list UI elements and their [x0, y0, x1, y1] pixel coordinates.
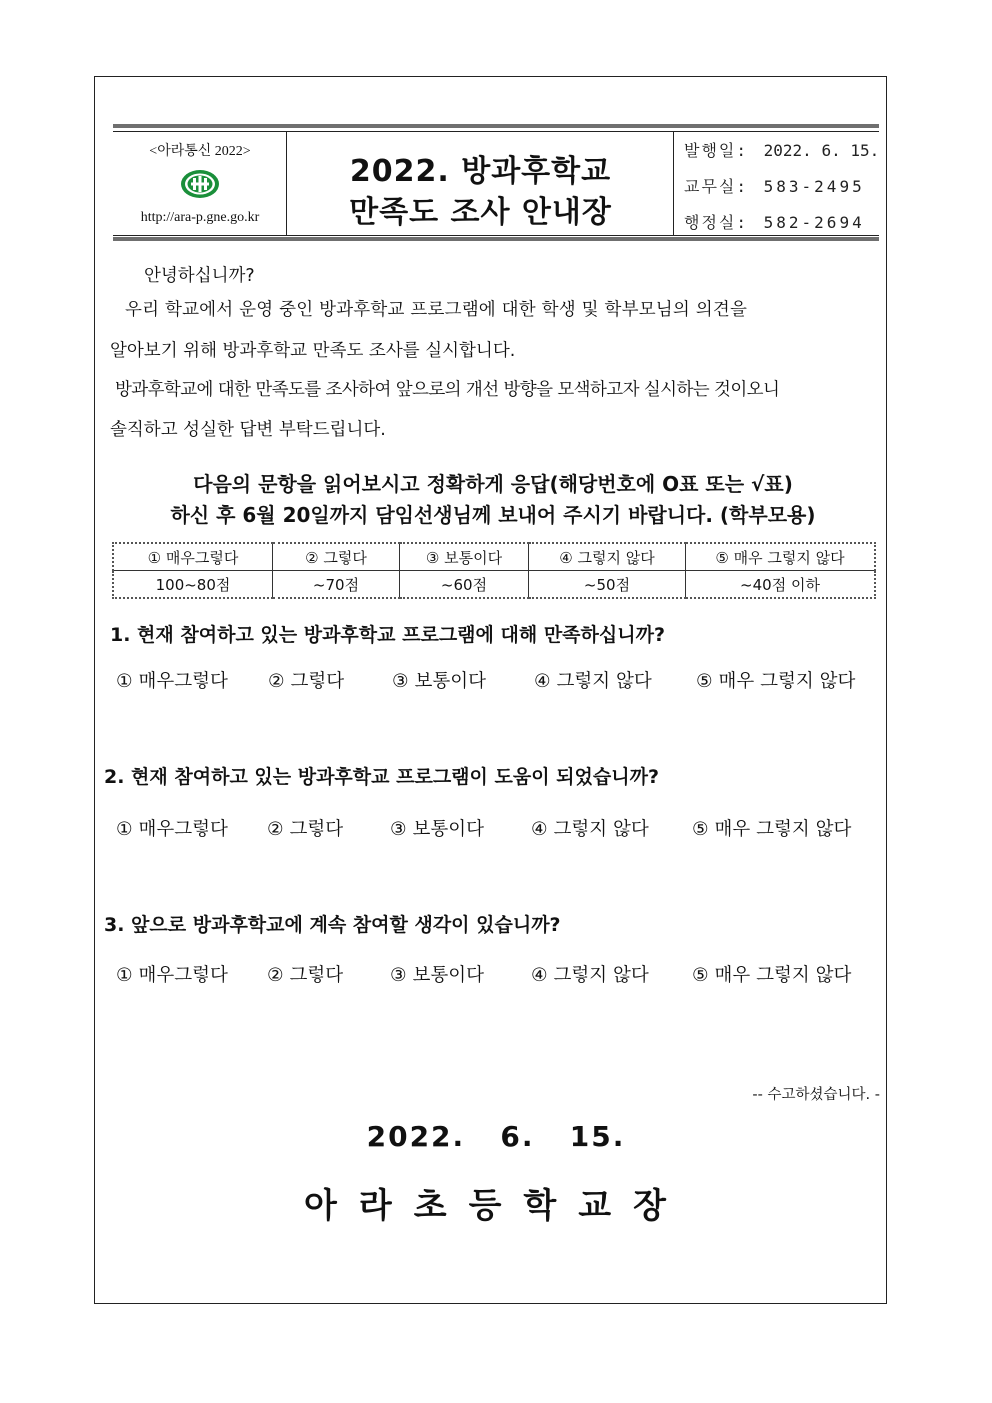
scale-label-3: ③ 보통이다 — [400, 543, 529, 571]
q3-option-3[interactable]: ③ 보통이다 — [390, 965, 484, 986]
q2-option-5[interactable]: ⑤ 매우 그렇지 않다 — [692, 819, 852, 840]
scale-label-5: ⑤ 매우 그렇지 않다 — [686, 543, 876, 571]
q2-option-4[interactable]: ④ 그렇지 않다 — [531, 819, 649, 840]
scale-score-1: 100~80점 — [113, 571, 273, 599]
question-1: 1. 현재 참여하고 있는 방과후학교 프로그램에 대해 만족하십니까? — [110, 624, 665, 646]
header-rule-top — [113, 124, 879, 128]
instruction-line-1: 다음의 문항을 읽어보시고 정확하게 응답(해당번호에 O표 또는 √표) — [193, 472, 793, 496]
scale-label-4: ④ 그렇지 않다 — [529, 543, 686, 571]
document-date: 2022. 6. 15. — [366, 1120, 626, 1153]
header-info-cell — [674, 132, 879, 235]
document-title-line1: 2022. 방과후학교 — [349, 154, 612, 189]
admin-office-phone: 582-2694 — [763, 213, 865, 232]
issue-date-label: 발행일: — [684, 141, 749, 160]
document-title-line2: 만족도 조사 안내장 — [349, 195, 612, 230]
q3-option-1[interactable]: ① 매우그렇다 — [116, 965, 228, 986]
scale-score-4: ~50점 — [529, 571, 686, 599]
q2-option-3[interactable]: ③ 보통이다 — [390, 819, 484, 840]
q1-option-4[interactable]: ④ 그렇지 않다 — [534, 671, 652, 692]
question-3: 3. 앞으로 방과후학교에 계속 참여할 생각이 있습니까? — [104, 914, 561, 936]
scale-score-5: ~40점 이하 — [686, 571, 876, 599]
q3-option-2[interactable]: ② 그렇다 — [267, 965, 344, 986]
intro-line-3: 방과후학교에 대한 만족도를 조사하여 앞으로의 개선 방향을 모색하고자 실시하는 것이오니 — [115, 380, 780, 400]
instruction-line-2: 하신 후 6월 20일까지 담임선생님께 보내어 주시기 바랍니다. (학부모용) — [170, 503, 816, 527]
q2-option-1[interactable]: ① 매우그렇다 — [116, 819, 228, 840]
school-website: http://ara-p.gne.go.kr — [140, 210, 260, 225]
newsletter-header — [113, 124, 879, 241]
greeting: 안녕하십니까? — [144, 266, 255, 286]
q3-option-4[interactable]: ④ 그렇지 않다 — [531, 965, 649, 986]
question-2: 2. 현재 참여하고 있는 방과후학교 프로그램이 도움이 되었습니까? — [104, 766, 659, 788]
scale-label-1: ① 매우그렇다 — [113, 543, 273, 571]
scale-score-2: ~70점 — [273, 571, 400, 599]
intro-line-4: 솔직하고 성실한 답변 부탁드립니다. — [110, 420, 386, 440]
intro-line-2: 알아보기 위해 방과후학교 만족도 조사를 실시합니다. — [110, 341, 516, 361]
school-logo-icon — [180, 168, 220, 200]
q1-option-1[interactable]: ① 매우그렇다 — [116, 671, 228, 692]
admin-office-label: 행정실: — [684, 213, 749, 232]
principal-signature: 아라초등학교장 — [304, 1186, 688, 1226]
newsletter-name: <아라통신 2022> — [149, 144, 251, 159]
header-title-cell — [287, 132, 674, 235]
q1-option-5[interactable]: ⑤ 매우 그렇지 않다 — [696, 671, 856, 692]
header-left-cell — [113, 132, 287, 235]
academic-office-label: 교무실: — [684, 177, 749, 196]
q1-option-3[interactable]: ③ 보통이다 — [392, 671, 486, 692]
issue-date-value: 2022. 6. 15. — [763, 141, 880, 160]
intro-line-1: 우리 학교에서 운영 중인 방과후학교 프로그램에 대한 학생 및 학부모님의 의견을 — [125, 300, 748, 320]
academic-office-row — [684, 174, 865, 197]
admin-office-row — [684, 210, 865, 233]
closing-note: -- 수고하셨습니다. - — [752, 1087, 880, 1103]
scale-score-3: ~60점 — [400, 571, 529, 599]
rating-scale-table — [112, 542, 876, 599]
header-rule-bottom — [113, 237, 879, 241]
q2-option-2[interactable]: ② 그렇다 — [267, 819, 344, 840]
q1-option-2[interactable]: ② 그렇다 — [268, 671, 345, 692]
header-rule-bottom-thin — [113, 235, 879, 236]
q3-option-5[interactable]: ⑤ 매우 그렇지 않다 — [692, 965, 852, 986]
academic-office-phone: 583-2495 — [763, 177, 865, 196]
scale-label-2: ② 그렇다 — [273, 543, 400, 571]
issue-date-row — [684, 138, 879, 161]
